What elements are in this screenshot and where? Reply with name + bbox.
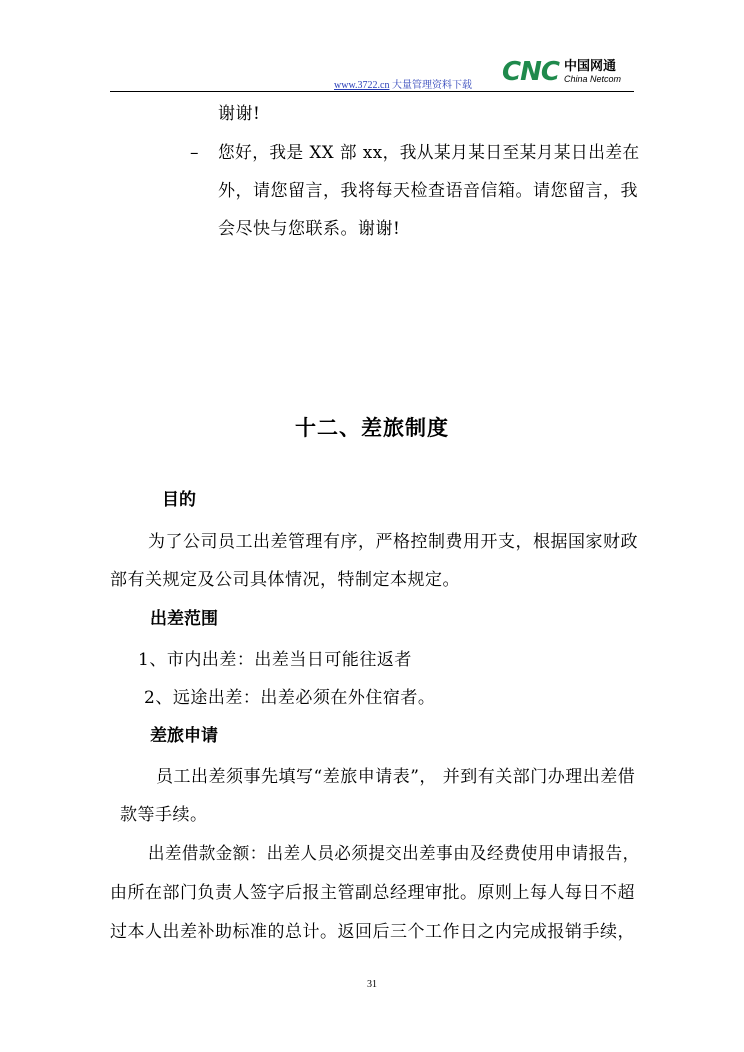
header-link[interactable] [334,76,472,91]
bullet-line-3: 会尽快与您联系。谢谢! [218,219,401,239]
apply-heading: 差旅申请 [150,726,218,746]
site-url-link[interactable]: www.3722.cn [334,80,390,91]
loan-line-3: 过本人出差补助标准的总计。返回后三个工作日之内完成报销手续， [110,922,635,942]
cnc-china-netcom-logo [502,54,628,88]
logo-cnc-text: CNC [502,57,559,87]
scope-item-1: 1、市内出差：出差当日可能往返者 [138,650,412,670]
bullet-dash: – [190,143,199,163]
apply-line-1: 员工出差须事先填写“差旅申请表”， 并到有关部门办理出差借 [156,767,636,787]
greeting-line-1: 谢谢! [218,104,261,124]
bullet-line-1: 您好，我是 XX 部 xx，我从某月某日至某月某日出差在 [218,143,640,163]
scope-heading: 出差范围 [150,609,218,629]
loan-line-1: 出差借款金额：出差人员必须提交出差事由及经费使用申请报告， [148,844,640,864]
site-slogan: 大量管理资料下载 [389,80,472,91]
header-divider [110,91,634,92]
section-title: 十二、差旅制度 [295,416,449,440]
bullet-line-2: 外，请您留言，我将每天检查语音信箱。请您留言，我 [218,181,638,201]
purpose-line-1: 为了公司员工出差管理有序，严格控制费用开支，根据国家财政 [148,532,638,552]
apply-line-2: 款等手续。 [120,805,208,825]
page-number: 31 [367,979,377,990]
logo-chinese-text: 中国网通 [564,59,617,74]
purpose-line-2: 部有关规定及公司具体情况，特制定本规定。 [110,570,460,590]
purpose-heading: 目的 [162,490,196,510]
loan-line-2: 由所在部门负责人签字后报主管副总经理审批。原则上每人每日不超 [110,883,635,903]
logo-english-text: China Netcom [564,74,622,84]
scope-item-2: 2、远途出差：出差必须在外住宿者。 [144,688,436,708]
